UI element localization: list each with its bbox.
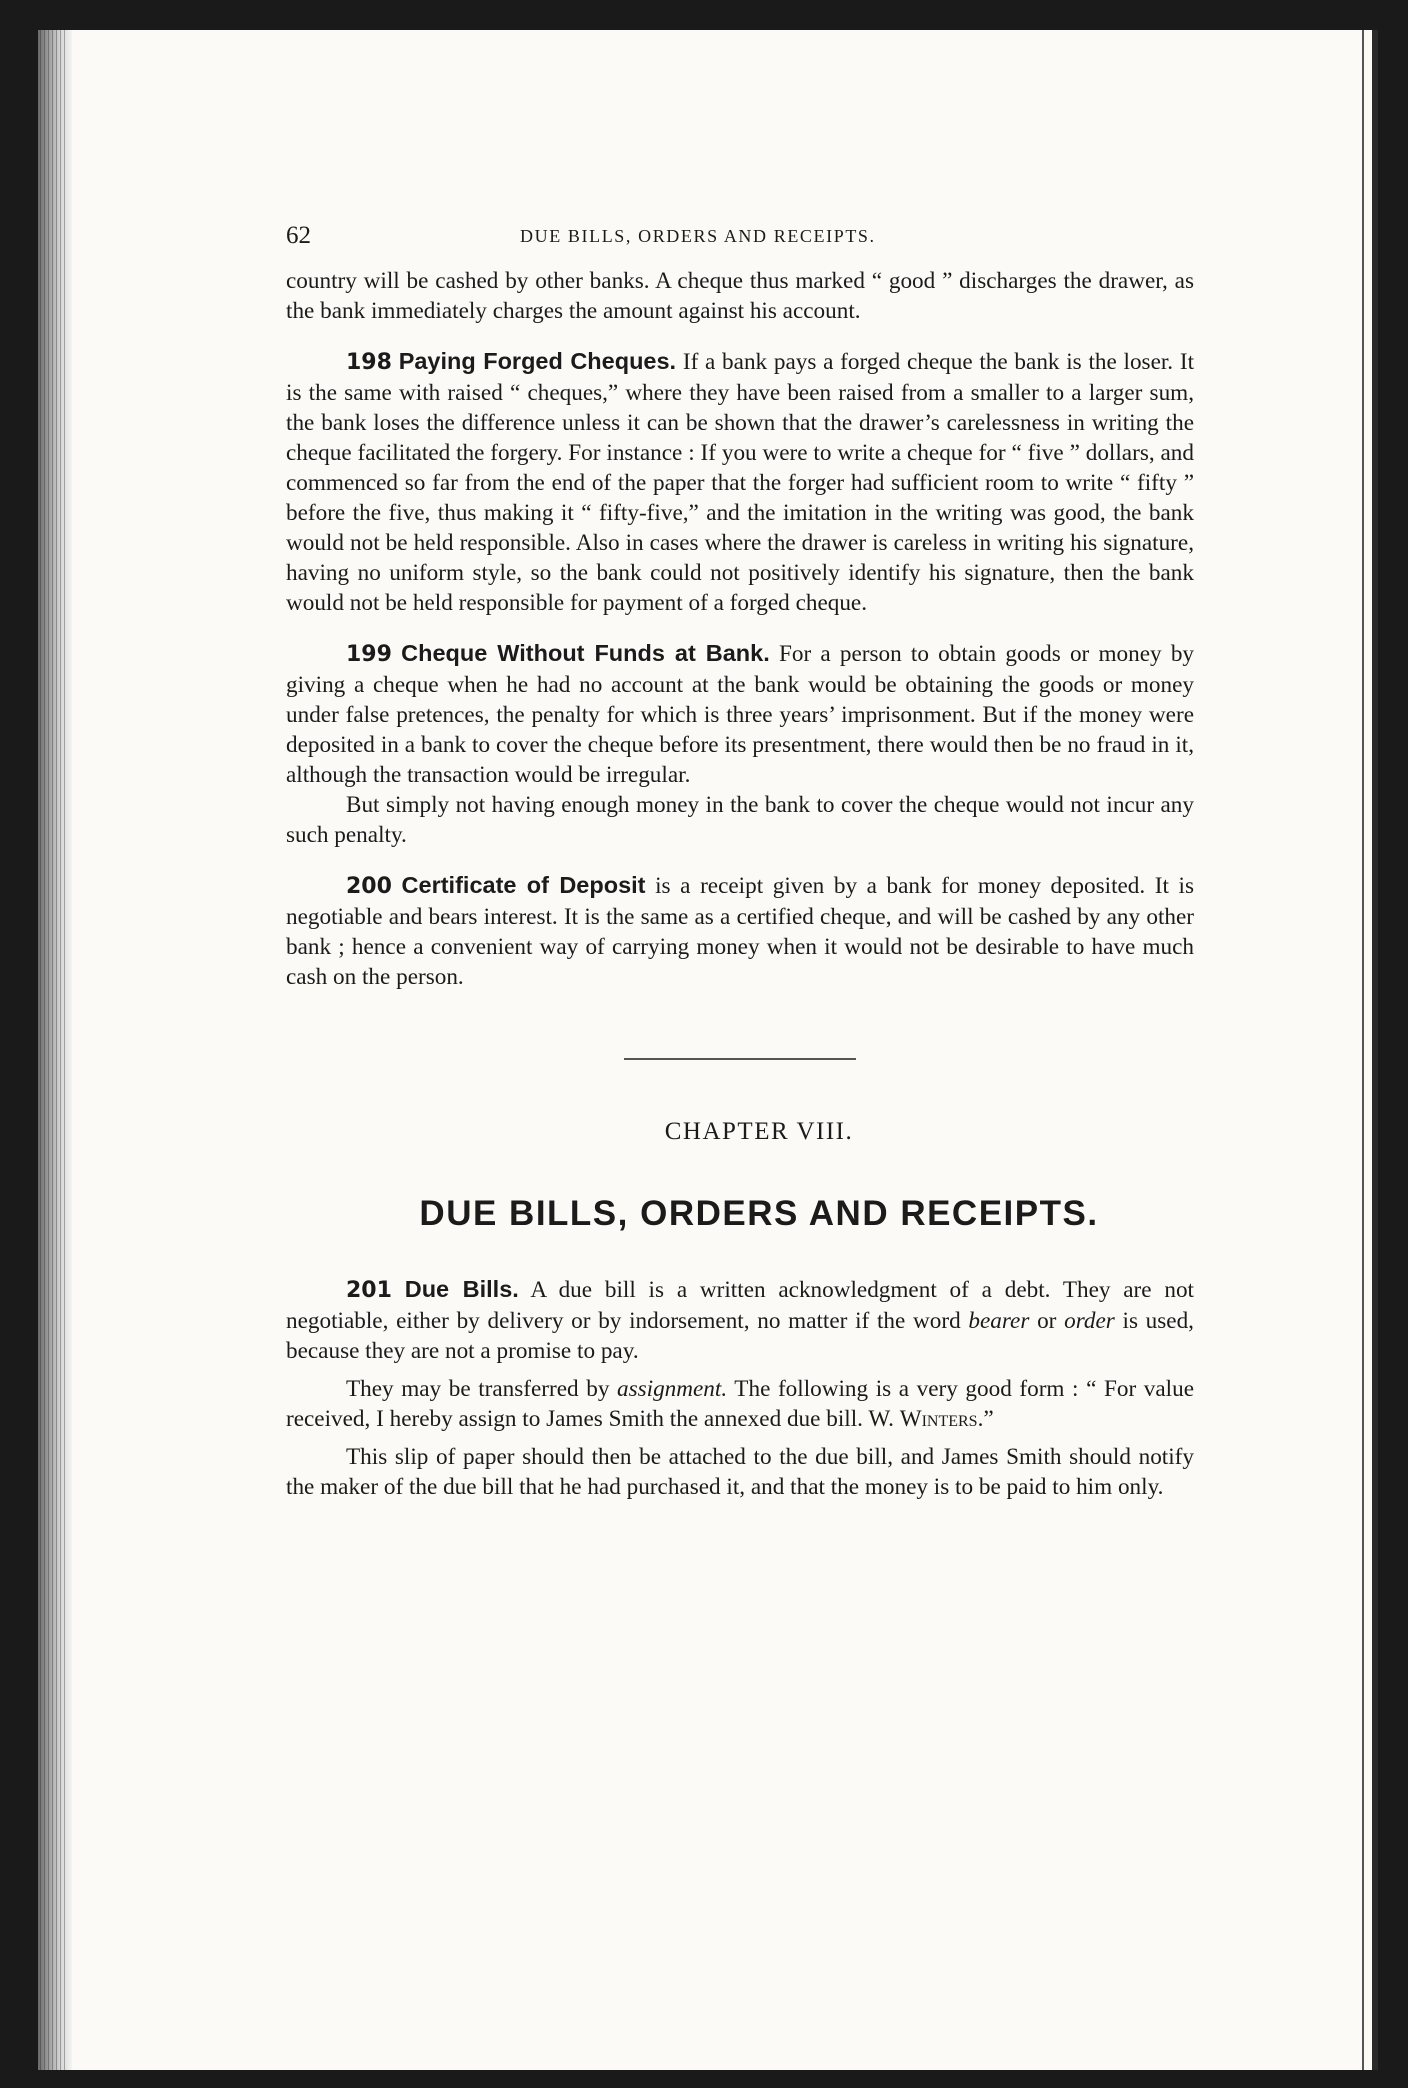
italic-term: bearer: [968, 1308, 1030, 1334]
section-number: 201: [346, 1278, 392, 1303]
running-head: [286, 222, 1194, 258]
section-text: is a receipt given by a bank for money deposited. It is negotiable and bears interest. It is the same as a certified cheque, and will be cashed by any other bank ; hence a convenient way of carrying money when it would not be desirable to have much cash on the person.: [286, 873, 1195, 990]
section-title: Cheque Without Funds at Bank.: [401, 640, 770, 666]
italic-term: assignment.: [617, 1376, 728, 1402]
section-text: For a person to obtain goods or money by giving a cheque when he had no account at the bank would be obtaining the goods or money under false pretences, the penalty for which is three years’ imprisonment. But if the money were deposited in a bank to cover the cheque before its presentment, there would then be no fraud in it, although the transaction would be irregular.: [286, 641, 1195, 788]
section-text: The following is a very good form : “ For value received, I hereby assign to James Smith the annexed due bill. W.: [286, 1376, 1194, 1432]
section-number: 200: [346, 874, 392, 899]
page-edge-right: [1372, 30, 1378, 2070]
section-text: .”: [977, 1406, 994, 1432]
section-201-paragraph-2: [286, 1374, 1194, 1434]
running-head-title: DUE BILLS, ORDERS AND RECEIPTS.: [520, 226, 876, 246]
section-text: If a bank pays a forged cheque the bank is the loser. It is the same with raised “ cheques,” where they have been raised from a smaller to a larger sum, the bank loses the difference unless it can be shown that the drawer’s carelessness in writing the cheque facilitated the forgery. For instance : If you were to write a cheque for “ five ” dollars, and commenced so far from the end of the paper that the forger had sufficient room to write “ fifty ” before the five, thus making it “ fifty-five,” and the imitation in the writing was good, the bank would not be held responsible. Also in cases where the drawer is careless in writing his signature, having no uniform style, so the bank could not positively identify his signature, then the bank would not be held responsible for payment of a forged cheque.: [286, 349, 1195, 616]
section-text: or: [1029, 1308, 1065, 1334]
section-198: [286, 346, 1194, 618]
page-number: 62: [286, 222, 311, 249]
section-title: Certificate of Deposit: [401, 872, 646, 898]
section-200: [286, 870, 1194, 992]
italic-term: order: [1064, 1308, 1115, 1334]
section-divider: [624, 1058, 856, 1060]
section-title: Paying Forged Cheques.: [398, 348, 677, 374]
section-title: Due Bills.: [404, 1276, 519, 1302]
page-edge-line: [1362, 30, 1364, 2070]
section-text: They may be transferred by: [346, 1376, 617, 1402]
section-201-paragraph-3: This slip of paper should then be attached to the due bill, and James Smith should notify the maker of the due bill that he had purchased it, and that the money is to be paid to him only.: [286, 1444, 1194, 1500]
section-text: is used, because they are not a promise to pay.: [286, 1308, 1194, 1364]
section-text: A due bill is a written acknowledgment of a debt. They are not negotiable, either by delivery or by indorsement, no matter if the word: [286, 1277, 1194, 1334]
intro-paragraph: country will be cashed by other banks. A cheque thus marked “ good ” discharges the drawer, as the bank immediately charges the amount against his account.: [286, 268, 1194, 324]
section-number: 199: [346, 642, 392, 667]
page-edges-left: [40, 30, 68, 2070]
chapter-label: CHAPTER VIII.: [664, 1118, 854, 1145]
section-199: [286, 638, 1194, 790]
section-201: [286, 1274, 1194, 1366]
chapter-title: DUE BILLS, ORDERS AND RECEIPTS.: [419, 1194, 1099, 1233]
text-block: [286, 222, 1194, 1502]
section-199-continuation: But simply not having enough money in the bank to cover the cheque would not incur any such penalty.: [286, 792, 1194, 848]
section-number: 198: [346, 350, 392, 375]
signature-name: Winters: [899, 1406, 978, 1432]
